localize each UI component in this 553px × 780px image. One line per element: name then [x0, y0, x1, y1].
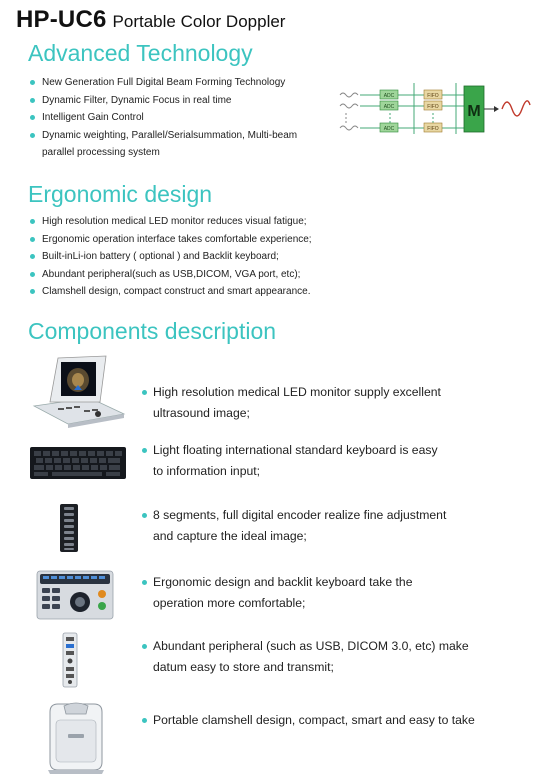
bullet-icon [30, 289, 35, 294]
output-wave-icon [502, 101, 530, 116]
heading-components-description: Components description [28, 318, 277, 344]
advanced-list [28, 74, 338, 162]
bullet-icon [142, 580, 147, 585]
bullet-icon [30, 237, 35, 242]
heading-ergonomic-design: Ergonomic design [28, 181, 213, 207]
list-item: Clamshell design, compact construct and smart appearance. [28, 283, 528, 301]
svg-text:FIFO: FIFO [427, 126, 439, 132]
bullet-icon [142, 718, 147, 723]
product-subtitle: Portable Color Doppler [112, 12, 286, 31]
list-item: New Generation Full Digital Beam Forming Technology [28, 74, 338, 92]
product-model: HP-UC6 [16, 6, 107, 33]
list-item: Dynamic weighting, Parallel/Serialsummation, Multi-beam [28, 127, 338, 145]
list-item-continuation: parallel processing system [42, 147, 160, 159]
bullet-icon [30, 98, 35, 103]
list-item: Built-inLi-ion battery ( optional ) and Backlit keyboard; [28, 248, 528, 266]
svg-text:FIFO: FIFO [427, 104, 439, 110]
bullet-icon [142, 644, 147, 649]
ergonomic-list [28, 213, 528, 301]
bullet-icon [30, 219, 35, 224]
bullet-icon [30, 115, 35, 120]
bullet-icon [30, 254, 35, 259]
bullet-icon [30, 272, 35, 277]
svg-text:M: M [467, 103, 481, 120]
svg-text:ADC: ADC [383, 126, 395, 132]
component-item: 8 segments, full digital encoder realize fine adjustment and capture the ideal image; [0, 503, 553, 563]
multiplexer-block [464, 86, 484, 132]
component-item: Abundant peripheral (such as USB, DICOM 3.0, etc) make datum easy to store and transmit; [0, 632, 553, 692]
svg-text:ADC: ADC [383, 93, 395, 99]
port-panel-icon [62, 632, 78, 688]
clamshell-device-icon [42, 700, 108, 776]
list-item: Intelligent Gain Control [28, 109, 338, 127]
adc-blocks [380, 90, 398, 132]
control-panel-icon [36, 570, 114, 620]
heading-advanced-technology: Advanced Technology [28, 40, 253, 66]
svg-text:ADC: ADC [383, 104, 395, 110]
component-item: Light floating international standard keyboard is easy to information input; [0, 440, 553, 500]
encoder-icon [58, 503, 80, 553]
beamforming-diagram [336, 78, 536, 140]
bullet-icon [30, 80, 35, 85]
component-item: Portable clamshell design, compact, smart and easy to take [0, 700, 553, 778]
bullet-icon [142, 390, 147, 395]
list-item: High resolution medical LED monitor reduces visual fatigue; [28, 213, 528, 231]
keyboard-icon [28, 445, 128, 481]
list-item: Dynamic Filter, Dynamic Focus in real time [28, 92, 338, 110]
signal-waves [340, 93, 358, 130]
page-title [16, 6, 285, 34]
bullet-icon [142, 448, 147, 453]
component-item: Ergonomic design and backlit keyboard take the operation more comfortable; [0, 570, 553, 630]
bullet-icon [142, 513, 147, 518]
fifo-blocks [424, 90, 442, 132]
list-item: Abundant peripheral(such as USB,DICOM, VGA port, etc); [28, 266, 528, 284]
component-item: High resolution medical LED monitor supply excellent ultrasound image; [0, 352, 553, 432]
bullet-icon [30, 133, 35, 138]
list-item: Ergonomic operation interface takes comfortable experience; [28, 231, 528, 249]
svg-text:FIFO: FIFO [427, 93, 439, 99]
ultrasound-device-icon [28, 352, 128, 430]
